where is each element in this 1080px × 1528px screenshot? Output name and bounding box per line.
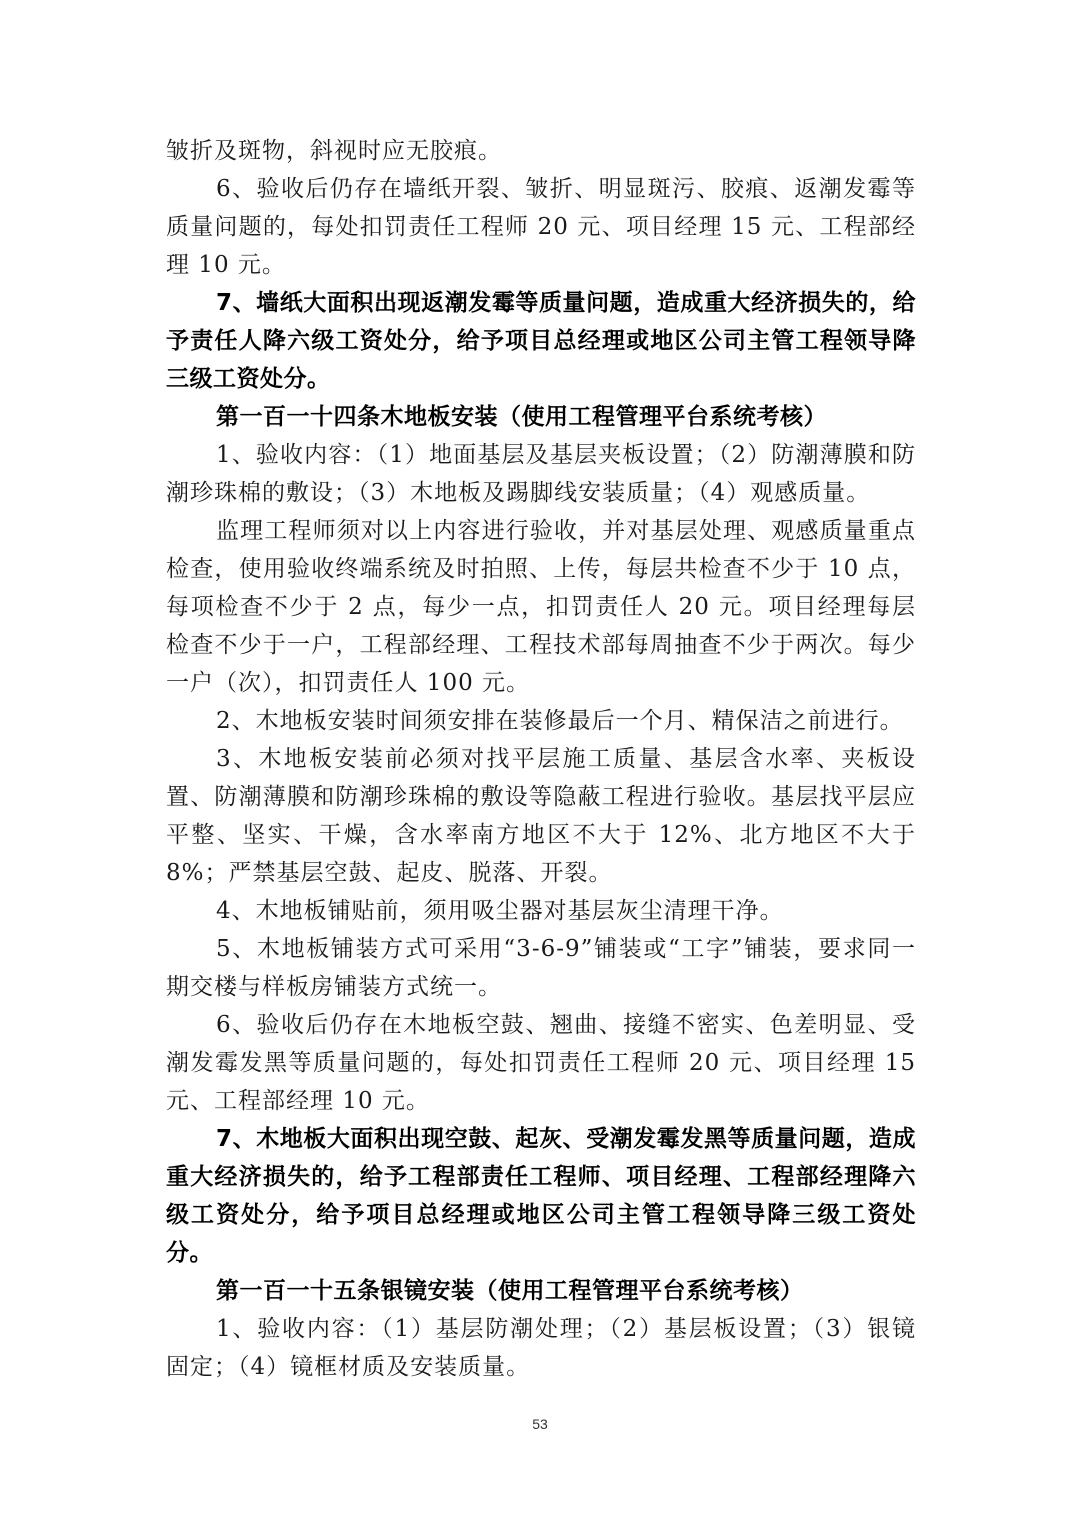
article-heading-114: 第一百一十四条木地板安装（使用工程管理平台系统考核） xyxy=(216,404,827,430)
paragraph-floor-inspection: 监理工程师须对以上内容进行验收，并对基层处理、观感质量重点检查，使用验收终端系统及时拍照、上传，每层共检查不少于 10 点，每项检查不少于 2 点，每少一点，扣罚责任人 20 元。项目经理每层检查不少于一户，工程部经理、工程技术部每周抽查不少于两次。每少一户（次），扣罚责任人 100 元。 xyxy=(166,518,916,696)
paragraph-wallpaper-appearance: 皱折及斑物，斜视时应无胶痕。 xyxy=(166,138,502,164)
paragraph-floor-penalty: 6、验收后仍存在木地板空鼓、翘曲、接缝不密实、色差明显、受潮发霉发黑等质量问题的，每处扣罚责任工程师 20 元、项目经理 15 元、工程部经理 10 元。 xyxy=(166,1012,916,1114)
paragraph-floor-timing: 2、木地板安装时间须安排在装修最后一个月、精保洁之前进行。 xyxy=(216,708,904,734)
page-number: 53 xyxy=(532,1416,548,1432)
paragraph-mirror-acceptance-content: 1、验收内容：（1）基层防潮处理；（2）基层板设置；（3）银镜固定；（4）镜框材质及安装质量。 xyxy=(166,1316,916,1380)
paragraph-floor-pre-install: 3、木地板安装前必须对找平层施工质量、基层含水率、夹板设置、防潮薄膜和防潮珍珠棉的敷设等隐蔽工程进行验收。基层找平层应平整、坚实、干燥，含水率南方地区不大于 12%、北方地区不大于 8%；严禁基层空鼓、起皮、脱落、开裂。 xyxy=(166,746,916,886)
document-body xyxy=(166,132,916,1386)
paragraph-wallpaper-penalty: 6、验收后仍存在墙纸开裂、皱折、明显斑污、胶痕、返潮发霉等质量问题的，每处扣罚责任工程师 20 元、项目经理 15 元、工程部经理 10 元。 xyxy=(166,176,916,278)
paragraph-wallpaper-major-loss: 7、墙纸大面积出现返潮发霉等质量问题，造成重大经济损失的，给予责任人降六级工资处分，给予项目总经理或地区公司主管工程领导降三级工资处分。 xyxy=(166,290,916,392)
paragraph-floor-cleaning: 4、木地板铺贴前，须用吸尘器对基层灰尘清理干净。 xyxy=(216,898,784,924)
paragraph-floor-pattern: 5、木地板铺装方式可采用“3-6-9”铺装或“工字”铺装，要求同一期交楼与样板房铺装方式统一。 xyxy=(166,936,916,1000)
paragraph-floor-acceptance-content: 1、验收内容：（1）地面基层及基层夹板设置；（2）防潮薄膜和防潮珍珠棉的敷设；（3）木地板及踢脚线安装质量；（4）观感质量。 xyxy=(166,442,916,506)
paragraph-floor-major-loss: 7、木地板大面积出现空鼓、起灰、受潮发霉发黑等质量问题，造成重大经济损失的，给予工程部责任工程师、项目经理、工程部经理降六级工资处分，给予项目总经理或地区公司主管工程领导降三级工资处分。 xyxy=(166,1126,916,1266)
article-heading-115: 第一百一十五条银镜安装（使用工程管理平台系统考核） xyxy=(216,1278,804,1304)
